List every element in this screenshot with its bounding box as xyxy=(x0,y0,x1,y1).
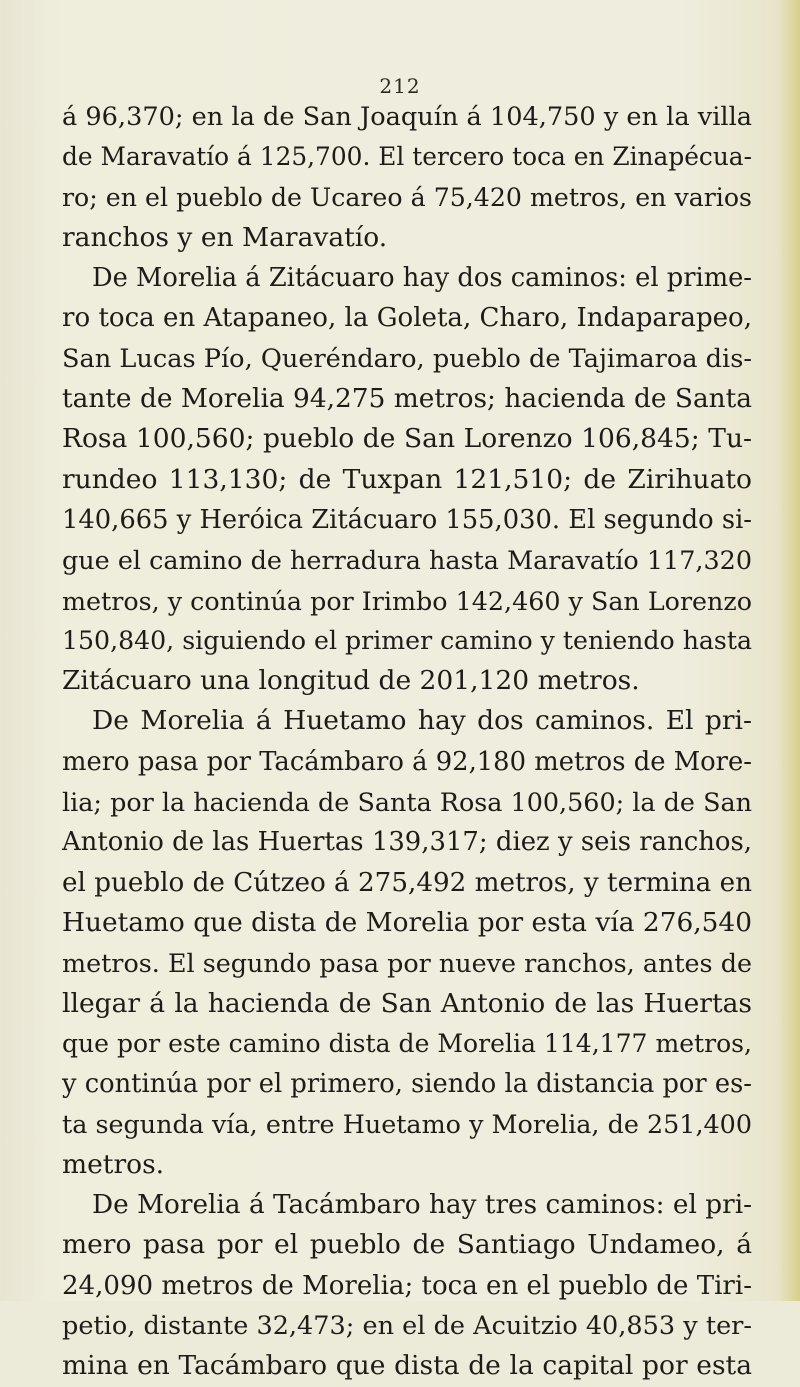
page-number: 212 xyxy=(379,74,421,98)
text-line: metros. El segundo pasa por nueve ranchos, antes de xyxy=(62,948,752,979)
text-line: que por este camino dista de Morelia 114,177 metros, xyxy=(62,1028,752,1058)
text-line: gue el camino de herradura hasta Maravatío 117,320 xyxy=(62,545,752,576)
text-line: Rosa 100,560; pueblo de San Lorenzo 106,845; Tu- xyxy=(62,423,752,455)
text-line: metros, y continúa por Irimbo 142,460 y San Lorenzo xyxy=(62,585,752,616)
text-line: Antonio de las Huertas 139,317; diez y seis ranchos, xyxy=(62,827,752,858)
text-line: y continúa por el primero, siendo la distancia por es- xyxy=(62,1069,752,1100)
text-line: De Morelia á Huetamo hay dos caminos. El pri- xyxy=(92,705,752,737)
text-line: rundeo 113,130; de Tuxpan 121,510; de Zirihuato xyxy=(62,463,752,495)
text-line: ro; en el pueblo de Ucareo á 75,420 metros, en varios xyxy=(62,182,752,212)
text-line: ta segunda vía, entre Huetamo y Morelia, de 251,400 xyxy=(62,1109,752,1140)
text-line: De Morelia á Tacámbaro hay tres caminos: el pri- xyxy=(92,1190,752,1221)
text-line: el pueblo de Cútzeo á 275,492 metros, y termina en xyxy=(62,867,752,898)
text-line: petio, distante 32,473; en el de Acuitzio 40,853 y ter- xyxy=(62,1310,752,1341)
text-line: metros. xyxy=(62,1148,165,1180)
text-line: Huetamo que dista de Morelia por esta vía 276,540 xyxy=(62,907,752,938)
text-line: 24,090 metros de Morelia; toca en el pueblo de Tiri- xyxy=(62,1270,752,1301)
text-line: llegar á la hacienda de San Antonio de las Huertas xyxy=(62,987,752,1019)
text-line: de Maravatío á 125,700. El tercero toca en Zinapécua- xyxy=(62,142,752,172)
text-line: mero pasa por Tacámbaro á 92,180 metros de More- xyxy=(62,746,752,777)
text-line: San Lucas Pío, Queréndaro, pueblo de Tajimaroa dis- xyxy=(62,343,752,374)
text-line: ranchos y en Maravatío. xyxy=(62,221,388,253)
text-line: lia; por la hacienda de Santa Rosa 100,560; la de San xyxy=(62,787,752,818)
text-line: 140,665 y Heróica Zitácuaro 155,030. El segundo si- xyxy=(62,504,752,535)
body-text xyxy=(62,97,752,1387)
text-line: mero pasa por el pueblo de Santiago Undameo, á xyxy=(62,1229,752,1261)
text-line: ro toca en Atapaneo, la Goleta, Charo, Indaparapeo, xyxy=(62,303,752,334)
text-line: Zitácuaro una longitud de 201,120 metros. xyxy=(62,665,640,697)
text-line: mina en Tacámbaro que dista de la capital por esta xyxy=(62,1350,752,1382)
text-line: tante de Morelia 94,275 metros; hacienda de Santa xyxy=(62,384,752,415)
text-line: De Morelia á Zitácuaro hay dos caminos: el prime- xyxy=(92,263,752,294)
text-line: 150,840, siguiendo el primer camino y teniendo hasta xyxy=(62,625,752,655)
text-line: á 96,370; en la de San Joaquín á 104,750 y en la villa xyxy=(62,102,752,132)
